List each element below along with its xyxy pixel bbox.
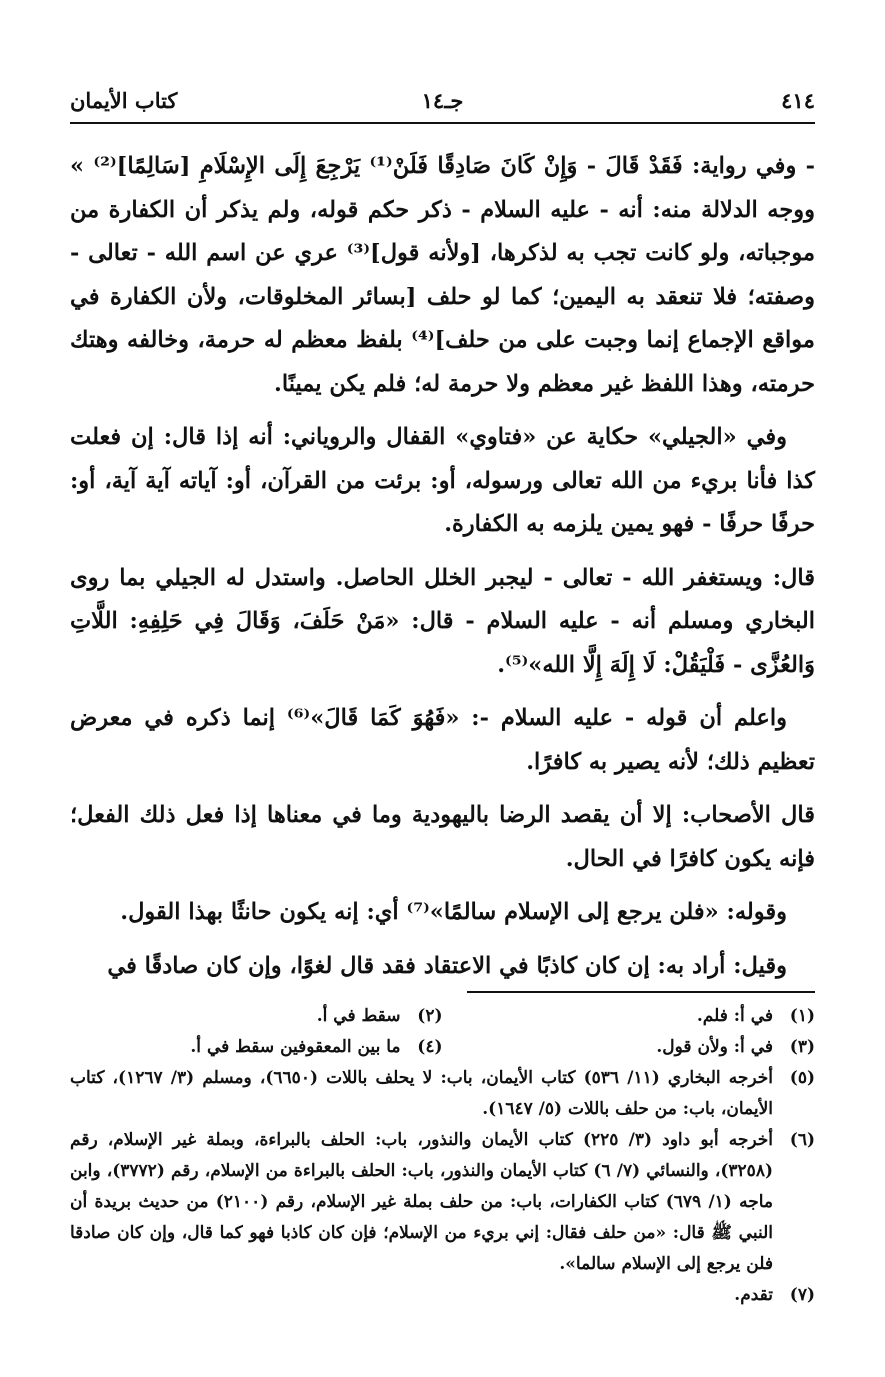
running-header — [70, 88, 815, 124]
paragraph-3: قال: ويستغفر الله - تعالى - ليجبر الخلل الحاصل. واستدل له الجيلي بما روى البخاري ومسلم أنه - عليه السلام - قال: «مَنْ حَلَفَ، وَقَالَ فِي حَلِفِهِ: اللَّاتِ وَالعُزَّى - فَلْيَقُلْ: لَا إِلَهَ إِلَّا الله»⁽⁵⁾. — [70, 564, 815, 678]
footnote-6 — [70, 1125, 815, 1280]
paragraph-6: وقوله: «فلن يرجع إلى الإسلام سالمًا»⁽⁷⁾ أي: إنه يكون حانثًا بهذا القول. — [120, 899, 787, 925]
footnote-3 — [443, 1032, 816, 1063]
footnote-text: ما بين المعقوفين سقط في أ. — [190, 1037, 401, 1057]
footnote-2 — [70, 1001, 443, 1032]
footnote-4 — [70, 1032, 443, 1063]
footnote-text: في أ: ولأن قول. — [656, 1037, 773, 1057]
footnote-text: في أ: فلم. — [696, 1006, 773, 1026]
footnote-text: أخرجه أبو داود (٣/ ٢٢٥) كتاب الأيمان والنذور، باب: الحلف بالبراءة، وبملة غير الإسلام، رقم (٣٢٥٨)، والنسائي (٧/ ٦) كتاب الأيمان والنذور، باب: الحلف بالبراءة من الإسلام، رقم (٣٧٧٢)، وابن ماجه (١/ ٦٧٩) كتاب الكفارات، باب: من حلف بملة غير الإسلام، رقم (٢١٠٠) من حديث بريدة أن النبي ﷺ قال: «من حلف فقال: إني بريء من الإسلام؛ فإن كان كاذبا فهو كما قال، وإن كان صادقا فلن يرجع إلى الإسلام سالما». — [70, 1130, 773, 1274]
footnote-number: (٥) — [789, 1068, 815, 1088]
footnote-1 — [443, 1001, 816, 1032]
footnote-number: (٤) — [417, 1037, 443, 1057]
paragraph-5: قال الأصحاب: إلا أن يقصد الرضا باليهودية وما في معناها إذا فعل ذلك الفعل؛ فإنه يكون كافرًا في الحال. — [70, 802, 815, 872]
footnote-number: (٦) — [789, 1130, 815, 1150]
footnote-number: (١) — [789, 1006, 815, 1026]
footnote-text: أخرجه البخاري (١١/ ٥٣٦) كتاب الأيمان، باب: لا يحلف باللات (٦٦٥٠)، ومسلم (٣/ ١٢٦٧)، كتاب الأيمان، باب: من حلف باللات (٥/ ١٦٤٧). — [70, 1068, 773, 1119]
footnote-number: (٣) — [789, 1037, 815, 1057]
paragraph-1: - وفي رواية: فَقَدْ قَالَ - وَإِنْ كَانَ صَادِقًا فَلَنْ⁽¹⁾ يَرْجِعَ إِلَى الإِسْلَامِ [سَالِمًا]⁽²⁾ » ووجه الدلالة منه: أنه - عليه السلام - ذكر حكم قوله، ولم يذكر أن الكفارة من موجباته، ولو كانت تجب به لذكرها، [ولأنه قول]⁽³⁾ عري عن اسم الله - تعالى - وصفته؛ فلا تنعقد به اليمين؛ كما لو حلف [بسائر المخلوقات، ولأن الكفارة في مواقع الإجماع إنما وجبت على من حلف]⁽⁴⁾ بلفظ معظم له حرمة، وخالفه وهتك حرمته، وهذا اللفظ غير معظم ولا حرمة له؛ فلم يكن يمينًا. — [70, 153, 815, 397]
paragraph-4: واعلم أن قوله - عليه السلام -: «فَهُوَ كَمَا قَالَ»⁽⁶⁾ إنما ذكره في معرض تعظيم ذلك؛ لأنه يصير به كافرًا. — [70, 705, 815, 775]
header-divider — [70, 122, 815, 124]
footnote-row — [70, 1032, 815, 1063]
page-number: ٤١٤ — [781, 88, 815, 113]
footnotes — [70, 1001, 815, 1311]
footnote-divider — [467, 991, 815, 993]
paragraph-7: وقيل: أراد به: إن كان كاذبًا في الاعتقاد فقد قال لغوًا، وإن كان صادقًا في — [107, 952, 787, 979]
footnote-text: سقط في أ. — [316, 1006, 401, 1026]
main-text — [70, 145, 815, 998]
volume-label: جـ١٤ — [421, 88, 464, 113]
footnote-row — [70, 1001, 815, 1032]
paragraph-2: وفي «الجيلي» حكاية عن «فتاوي» القفال والروياني: أنه إذا قال: إن فعلت كذا فأنا بريء من الله تعالى ورسوله، أو: برئت من القرآن، أو: آياته آية آية، أو: حرفًا حرفًا - فهو يمين يلزمه به الكفارة. — [70, 424, 815, 537]
footnote-5 — [70, 1063, 815, 1125]
footnote-text: تقدم. — [734, 1285, 773, 1305]
footnote-number: (٢) — [417, 1006, 443, 1026]
footnote-7 — [70, 1280, 815, 1311]
footnote-number: (٧) — [789, 1285, 815, 1305]
book-title: كتاب الأيمان — [70, 88, 178, 113]
